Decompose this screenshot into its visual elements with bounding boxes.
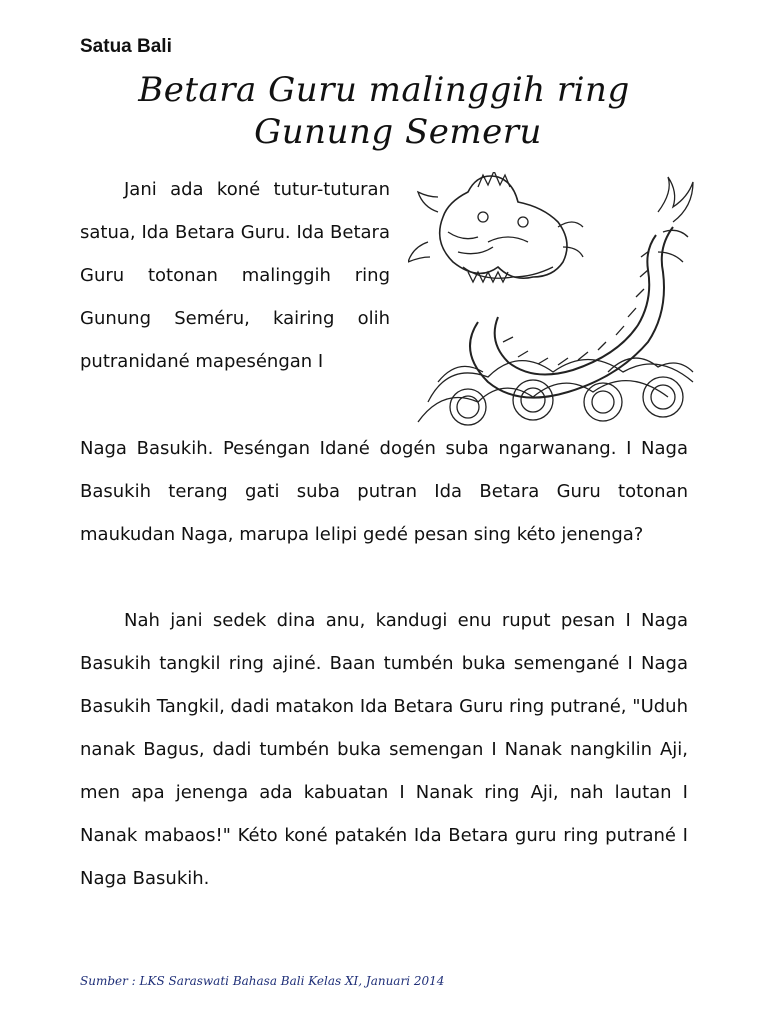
paragraph-2: Naga Basukih. Peséngan Idané dogén suba ngarwanang. I Naga Basukih terang gati suba putran Ida Betara Guru totonan maukudan Naga, marupa lelipi gedé pesan sing kéto jenenga? xyxy=(80,438,688,545)
paragraph-1: Jani ada koné tutur-tuturan satua, Ida Betara Guru. Ida Betara Guru totonan malinggih ring Gunung Seméru, kairing olih putranidané mapeséngan I xyxy=(80,179,390,372)
document-label: Satua Bali xyxy=(80,36,172,57)
source-citation: Sumber : LKS Saraswati Bahasa Bali Kelas XI, Januari 2014 xyxy=(80,974,445,988)
naga-dragon-icon xyxy=(408,172,698,432)
document-title-line-1: Betara Guru malinggih ring xyxy=(138,70,630,110)
paragraph-3: Nah jani sedek dina anu, kandugi enu ruput pesan I Naga Basukih tangkil ring ajiné. Baan tumbén buka semengané I Naga Basukih Tangkil, dadi matakon Ida Betara Guru ring putrané, "Uduh nanak Bagus, dadi tumbén buka semengan I Nanak nangkilin Aji, men apa jenenga ada kabuatan I Nanak ring Aji, nah lautan I Nanak mabaos!" Kéto koné patakén Ida Betara guru ring putrané I Naga Basukih. xyxy=(80,610,688,889)
document-title-line-2: Gunung Semeru xyxy=(254,112,542,152)
